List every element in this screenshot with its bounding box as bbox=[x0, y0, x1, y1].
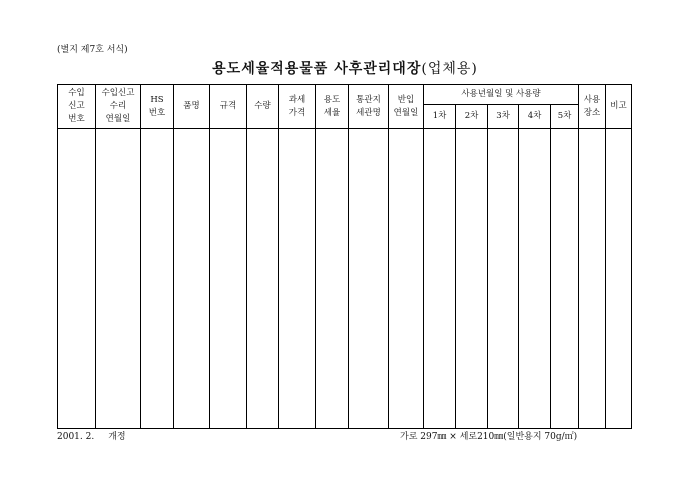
body-cell bbox=[579, 129, 606, 429]
subheader-round-4: 4차 bbox=[519, 105, 551, 129]
document-title-main: 용도세율적용물품 사후관리대장 bbox=[212, 61, 422, 77]
body-cell bbox=[96, 129, 141, 429]
body-cell bbox=[456, 129, 488, 429]
body-cell bbox=[279, 129, 316, 429]
header-quantity: 수량 bbox=[247, 85, 279, 129]
body-cell bbox=[58, 129, 96, 429]
body-cell bbox=[141, 129, 174, 429]
header-usage-location: 사용 장소 bbox=[579, 85, 606, 129]
document-title-sub: (업체용) bbox=[421, 61, 478, 77]
revision-date: 2001. 2. bbox=[57, 432, 95, 442]
body-cell bbox=[551, 129, 579, 429]
header-customs-office: 통관지 세관명 bbox=[349, 85, 389, 129]
header-remarks: 비고 bbox=[606, 85, 632, 129]
body-cell bbox=[519, 129, 551, 429]
header-declaration-acceptance-date: 수입신고 수리 연월일 bbox=[96, 85, 141, 129]
body-cell bbox=[316, 129, 349, 429]
body-cell bbox=[210, 129, 247, 429]
header-specification: 규격 bbox=[210, 85, 247, 129]
body-cell bbox=[606, 129, 632, 429]
header-import-declaration-number: 수입 신고 번호 bbox=[58, 85, 96, 129]
revision-note bbox=[57, 429, 126, 442]
table-header-row bbox=[58, 85, 632, 105]
body-cell bbox=[389, 129, 424, 429]
subheader-round-2: 2차 bbox=[456, 105, 488, 129]
header-use-tax-rate: 용도 세율 bbox=[316, 85, 349, 129]
paper-size-note: 가로 297㎜ × 세로210㎜(일반용지 70g/㎡) bbox=[400, 432, 578, 442]
subheader-round-3: 3차 bbox=[488, 105, 519, 129]
header-carry-in-date: 반입 연월일 bbox=[389, 85, 424, 129]
header-taxable-value: 과세 가격 bbox=[279, 85, 316, 129]
subheader-round-5: 5차 bbox=[551, 105, 579, 129]
ledger-table bbox=[57, 84, 632, 429]
body-cell bbox=[424, 129, 456, 429]
document-title bbox=[60, 58, 630, 78]
body-cell bbox=[247, 129, 279, 429]
header-item-name: 품명 bbox=[174, 85, 210, 129]
form-number-label: (별지 제7호 서식) bbox=[57, 45, 128, 55]
revision-label: 개정 bbox=[108, 432, 126, 442]
header-usage-date-and-amount: 사용년월일 및 사용량 bbox=[424, 85, 579, 105]
header-hs-number: HS 번호 bbox=[141, 85, 174, 129]
body-cell bbox=[349, 129, 389, 429]
body-cell bbox=[174, 129, 210, 429]
table-body-row bbox=[58, 129, 632, 429]
subheader-round-1: 1차 bbox=[424, 105, 456, 129]
body-cell bbox=[488, 129, 519, 429]
